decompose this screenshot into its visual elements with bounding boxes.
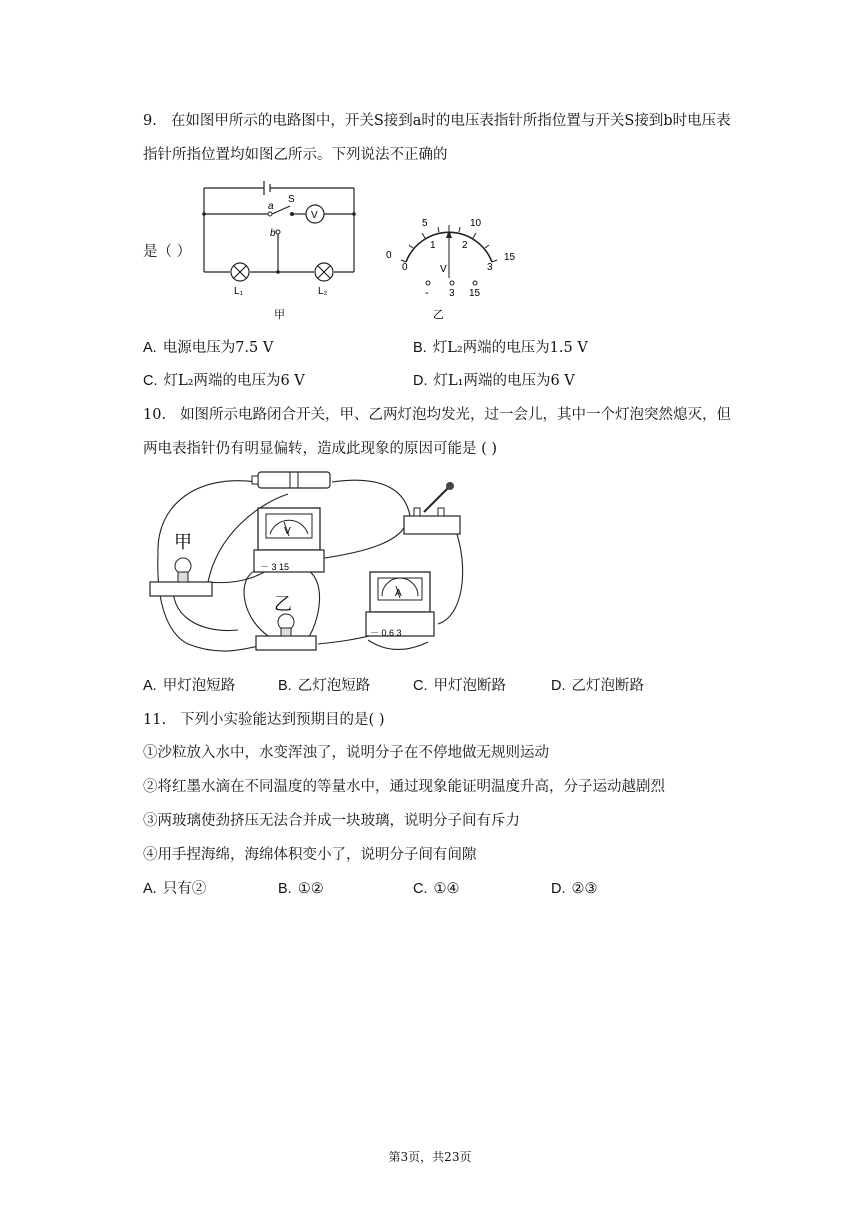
option-text: ②③ [571, 881, 598, 897]
option-text: 乙灯泡短路 [297, 678, 371, 694]
option-key: A. [143, 881, 157, 897]
q10-option-b[interactable] [278, 676, 370, 696]
q11-item-2: ②将红墨水滴在不同温度的等量水中，通过现象能证明温度升高，分子运动越剧烈 [143, 779, 665, 795]
q11-item-1: ①沙粒放入水中，水变浑浊了，说明分子在不停地做无规则运动 [143, 745, 549, 761]
option-key: B. [278, 881, 292, 897]
q10-option-a[interactable] [143, 676, 235, 696]
q11-option-c[interactable] [413, 879, 460, 899]
dial-top-10: 10 [470, 218, 482, 229]
q10-option-c[interactable] [413, 676, 506, 696]
q9-line3: 是（ ） [143, 244, 192, 260]
terminal-3: 3 [449, 288, 455, 299]
q11-option-d[interactable] [551, 879, 598, 899]
caption-yi: 乙 [433, 309, 444, 321]
caption-jia: 甲 [274, 309, 285, 321]
q9-voltmeter-dial [380, 210, 520, 324]
q10-ammeter-terminals: － 0.6 3 [370, 628, 402, 638]
option-key: C. [413, 678, 428, 694]
q10-option-d[interactable] [551, 676, 644, 696]
q9-line1 [143, 111, 731, 131]
option-key: A. [143, 340, 157, 356]
option-text: 灯L₂两端的电压为6 V [163, 373, 305, 389]
q9-circuit-diagram [196, 176, 366, 324]
q10-line1 [143, 405, 731, 425]
option-text: ①④ [433, 881, 460, 897]
label-a: a [268, 201, 274, 212]
option-text: 乙灯泡断路 [571, 678, 644, 694]
label-l1: L₁ [234, 286, 243, 297]
q10-label-yi: 乙 [274, 594, 292, 614]
option-key: D. [551, 881, 566, 897]
q11-option-a[interactable] [143, 879, 206, 899]
q10-voltmeter-label: V [284, 526, 291, 537]
label-l2: L₂ [318, 286, 328, 297]
q9-line2: 指针所指位置均如图乙所示。下列说法不正确的 [143, 147, 448, 163]
option-key: C. [143, 373, 158, 389]
dial-bottom-3: 3 [487, 262, 493, 273]
option-key: D. [551, 678, 566, 694]
q10-ammeter-label: A [395, 588, 402, 599]
q10-label-jia: 甲 [174, 532, 192, 552]
q10-stem-1: 如图所示电路闭合开关，甲、乙两灯泡均发光，过一会儿，其中一个灯泡突然熄灭，但 [180, 407, 732, 423]
q11-item-3: ③两玻璃使劲挤压无法合并成一块玻璃，说明分子间有斥力 [143, 813, 520, 829]
dial-unit-v: V [440, 264, 447, 275]
label-s: S [288, 194, 295, 205]
option-key: D. [413, 373, 428, 389]
option-text: 灯L₁两端的电压为6 V [433, 373, 575, 389]
q11-item-4: ④用手捏海绵，海绵体积变小了，说明分子间有间隙 [143, 847, 477, 863]
option-text: 灯L₂两端的电压为1.5 V [432, 340, 588, 356]
dial-bottom-0: 0 [402, 262, 408, 273]
dial-top-15: 15 [504, 252, 516, 263]
q11-stem: 下列小实验能达到预期目的是( ) [180, 712, 385, 728]
q9-option-d[interactable] [413, 371, 575, 391]
page-footer: 第3页，共23页 [388, 1150, 472, 1164]
dial-top-0: 0 [386, 250, 392, 261]
label-b: b [270, 228, 276, 239]
q10-voltmeter-terminals: － 3 15 [260, 562, 290, 572]
q9-option-a[interactable] [143, 338, 273, 358]
q11-number: 11. [143, 712, 167, 728]
q9-option-b[interactable] [413, 338, 588, 358]
dial-bottom-2: 2 [462, 240, 468, 251]
dial-top-5: 5 [422, 218, 428, 229]
q9-stem-1: 在如图甲所示的电路图中，开关S接到a时的电压表指针所指位置与开关S接到b时电压表 [170, 113, 731, 129]
option-text: 电源电压为7.5 V [162, 340, 274, 356]
q10-line2: 两电表指针仍有明显偏转，造成此现象的原因可能是 ( ) [143, 441, 498, 457]
option-key: C. [413, 881, 428, 897]
option-text: 只有② [162, 881, 207, 897]
option-key: B. [413, 340, 427, 356]
option-text: 甲灯泡短路 [162, 678, 236, 694]
q11-stem-line [143, 710, 385, 730]
terminal-minus: - [425, 287, 429, 299]
dial-bottom-1: 1 [430, 240, 436, 251]
terminal-15: 15 [469, 288, 481, 299]
q9-number: 9. [143, 113, 157, 129]
label-v: V [311, 210, 318, 221]
q11-option-b[interactable] [278, 879, 324, 899]
q10-number: 10. [143, 407, 167, 423]
q9-option-c[interactable] [143, 371, 305, 391]
option-text: ①② [297, 881, 324, 897]
option-text: 甲灯泡断路 [433, 678, 506, 694]
q10-circuit-figure [138, 464, 478, 664]
option-key: A. [143, 678, 157, 694]
option-key: B. [278, 678, 292, 694]
